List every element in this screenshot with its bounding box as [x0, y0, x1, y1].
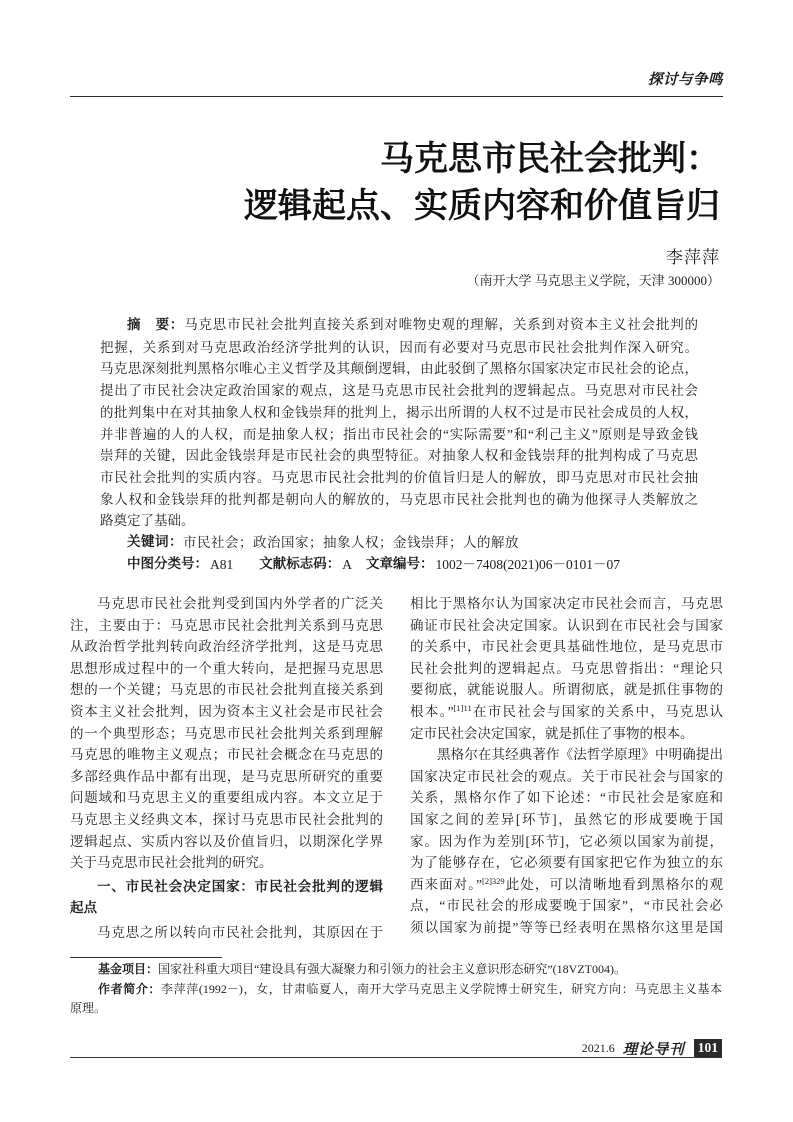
body-line: 逻辑起点、实质内容以及价值旨归，以期深化学界 [70, 833, 383, 849]
body-right-column [410, 593, 723, 939]
clc-label: 中图分类号： [127, 555, 208, 572]
header-rule [70, 96, 723, 97]
body-line: 定市民社会决定国家，就是抓住了事物的根本。 [410, 725, 694, 741]
body-line: 马克思的唯物主义观点；市民社会概念在马克思的 [70, 747, 383, 763]
footnotes [70, 960, 722, 1019]
abstract-line: 把握，关系到对马克思政治经济学批判的认识，因而有必要对马克思市民社会批判作深入研究。 [100, 339, 698, 355]
abstract-line: 并非普遍的人的人权，而是抽象人权；指出市民社会的“实际需要”和“利己主义”原则是导致金钱 [100, 426, 698, 442]
body-line: 问题域和马克思主义的重要组成内容。本文立足于 [70, 790, 383, 806]
footnote-line: 原理。 [70, 1001, 107, 1015]
keywords-text: 市民社会；政治国家；抽象人权；金钱崇拜；人的解放 [183, 535, 519, 551]
inline-label: 作者简介： [98, 981, 162, 996]
footnote-rule [70, 957, 222, 958]
footnote-line [70, 980, 722, 1000]
body-line: 黑格尔在其经典著作《法哲学原理》中明确提出 [437, 747, 723, 763]
body-line: 马克思之所以转向市民社会批判，其原因在于 [97, 924, 383, 940]
abstract-line: 的批判集中在对其抽象人权和金钱崇拜的批判上，揭示出所谓的人权不过是市民社会成员的人权， [100, 404, 698, 420]
body-paragraph [410, 593, 723, 744]
body-line: 马克思主义经典文本，探讨马克思市民社会批判的 [70, 811, 383, 827]
classification [100, 554, 698, 576]
abstract-line: 提出了市民社会决定政治国家的观点，这是马克思市民社会批判的逻辑起点。马克思对市民社会 [100, 383, 698, 399]
abstract-line: 马克思深刻批判黑格尔唯心主义哲学及其颠倒逻辑，由此驳倒了黑格尔国家决定市民社会的论点， [100, 361, 698, 377]
front-matter [100, 314, 698, 575]
text-run: 李萍萍(1992－)，女，甘肃临夏人，南开大学马克思主义学院博士研究生，研究方向：马克思主义基本 [161, 981, 722, 996]
body-line: 思想形成过程中的一个重大转向，是把握马克思思 [70, 660, 383, 676]
text-run: 西来面对。” [410, 876, 483, 892]
body-line: 家。因为作为差别[环节]，它必须以国家为前提， [410, 833, 723, 849]
body-line [410, 874, 723, 896]
footer-journal-name: 理论导刊 [622, 1040, 685, 1058]
citation-superscript: [1]11 [453, 702, 472, 713]
funding-text: 国家社科重大项目“建设具有强大凝聚力和引领力的社会主义意识形态研究”(18VZT004)。 [158, 962, 626, 976]
body-line: 的关系中，市民社会更具基础性地位，是马克思市 [410, 639, 723, 655]
body-line: 相比于黑格尔认为国家决定市民社会而言，马克思 [410, 596, 723, 611]
running-head: 探讨与争鸣 [648, 71, 723, 88]
text-run: 此处，可以清晰地看到黑格尔的观 [504, 876, 723, 892]
body-line: 多部经典作品中都有出现，是马克思所研究的重要 [70, 768, 383, 784]
body-line: 确证市民社会决定国家。认识到在市民社会与国家 [410, 617, 723, 633]
abstract-line: 路奠定了基础。 [100, 513, 195, 529]
heading-line: 一、市民社会决定国家：市民社会批判的逻辑 [97, 878, 383, 895]
page-number: 101 [694, 1039, 722, 1057]
body-line: 资本主义社会批判，因为资本主义社会是市民社会 [70, 703, 383, 719]
citation-superscript: [2]329 [482, 875, 505, 886]
text-run: 在市民社会与国家的关系中，马克思认 [471, 703, 723, 719]
body-line: 的一个典型形态；马克思市民社会批判关系到理解 [70, 725, 383, 741]
text-run: 马克思市民社会批判直接关系到对唯物史观的理解，关系到对资本主义社会批判的 [184, 317, 699, 332]
body-line: 关系，黑格尔作了如下论述：“市民社会是家庭和 [410, 790, 723, 806]
body-left-column [70, 593, 383, 944]
clc-value: A81 [210, 556, 234, 572]
author-name: 李萍萍 [666, 248, 720, 267]
keywords [100, 532, 698, 554]
abstract-line: 市民社会批判的实质内容。马克思市民社会批判的价值旨归是人的解放，即马克思对市民社会抽 [100, 469, 698, 485]
body-line: 须以国家为前提”等等已经表明在黑格尔这里是国 [410, 919, 723, 935]
body-line: 马克思市民社会批判受到国内外学者的广泛关 [97, 596, 383, 611]
body-paragraph [70, 922, 383, 944]
abstract-line: 象人权和金钱崇拜的批判都是朝向人的解放的，马克思市民社会批判也的确为他探寻人类解放之 [100, 491, 698, 507]
title-line-2: 逻辑起点、实质内容和价值旨归 [244, 186, 720, 226]
document-code-value: A [342, 556, 352, 572]
body-line: 国家决定市民社会的观点。关于市民社会与国家的 [410, 768, 723, 784]
keywords-label: 关键词： [127, 534, 183, 551]
body-line [410, 701, 723, 723]
article-title [244, 136, 720, 230]
body-line: 注，主要由于：马克思市民社会批判关系到马克思 [70, 617, 383, 633]
body-paragraph [70, 593, 383, 874]
heading-line: 起点 [70, 900, 97, 917]
footnote-funding [70, 960, 722, 980]
inline-label: 摘 要： [127, 317, 185, 333]
footer-date: 2021.6 [581, 1040, 615, 1055]
abstract-line [100, 314, 698, 337]
body-line: 要彻底，就能说服人。所谓彻底，就是抓住事物的 [410, 682, 723, 698]
body-line: 从政治哲学批判转向政治经济学批判，这是马克思 [70, 639, 383, 655]
section-heading [70, 874, 383, 922]
article-number-value: 1002－7408(2021)06－0101－07 [435, 556, 620, 572]
abstract [100, 314, 698, 532]
body-line: 想的一个关键；马克思的市民社会批判直接关系到 [70, 682, 383, 698]
body-line: 国家之间的差异[环节]，虽然它的形成要晚于国 [410, 811, 723, 827]
footnote-author-bio [70, 980, 722, 1019]
body-line: 民社会批判的逻辑起点。马克思曾指出：“理论只 [410, 660, 723, 676]
text-run: 根本。” [410, 703, 454, 719]
funding-label: 基金项目： [98, 962, 159, 976]
title-line-1: 马克思市民社会批判： [380, 139, 720, 179]
body-line: 关于马克思市民社会批判的研究。 [70, 855, 273, 871]
document-code-label: 文献标志码： [259, 555, 341, 572]
author-affiliation: （南开大学 马克思主义学院，天津 300000） [466, 273, 720, 288]
abstract-line: 崇拜的关键，因此金钱崇拜是市民社会的典型特征。对抽象人权和金钱崇拜的批判构成了马克思 [100, 448, 698, 464]
body-line: 为了能够存在，它必须要有国家把它作为独立的东 [410, 855, 723, 871]
footer [582, 1039, 722, 1057]
article-number-label: 文章编号： [366, 555, 434, 572]
body-paragraph [410, 744, 723, 938]
body-line: 点，“市民社会的形成要晚于国家”，“市民社会必 [410, 898, 723, 914]
